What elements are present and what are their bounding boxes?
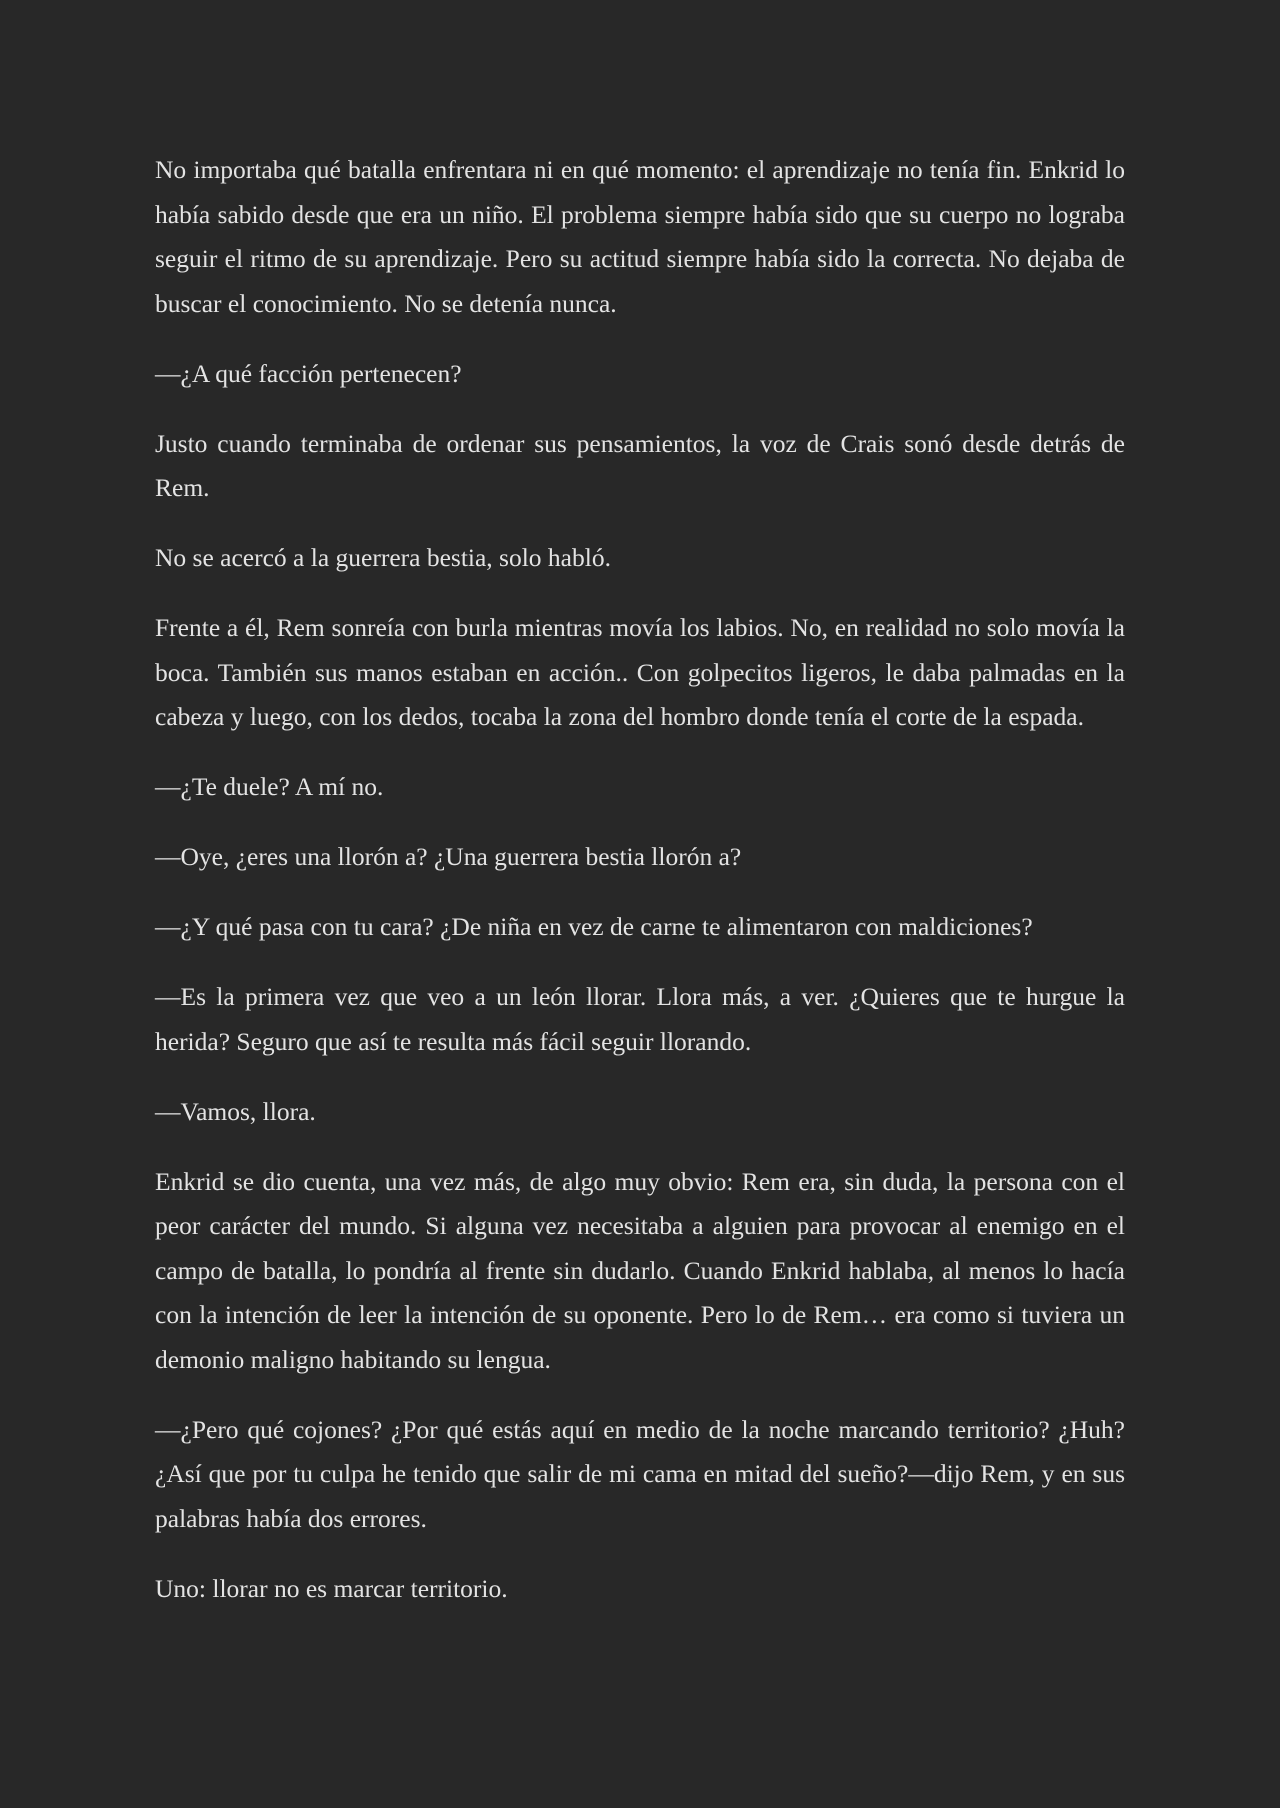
paragraph: —Oye, ¿eres una llorón a? ¿Una guerrera bestia llorón a? (155, 842, 742, 871)
paragraph: Frente a él, Rem sonreía con burla mientras movía los labios. No, en realidad no solo movía la boca. También sus manos estaban en acción.. Con golpecitos ligeros, le daba palmadas en la cabeza y luego, con los dedos, tocaba la zona del hombro donde tenía el corte de la espada. (155, 613, 1125, 731)
paragraph: —Es la primera vez que veo a un león llorar. Llora más, a ver. ¿Quieres que te hurgue la herida? Seguro que así te resulta más fácil seguir llorando. (155, 982, 1125, 1056)
paragraph: —Vamos, llora. (155, 1096, 316, 1126)
paragraph: —¿Y qué pasa con tu cara? ¿De niña en vez de carne te alimentaron con maldiciones? (155, 912, 1033, 941)
paragraph: Enkrid se dio cuenta, una vez más, de algo muy obvio: Rem era, sin duda, la persona con el peor carácter del mundo. Si alguna vez necesitaba a alguien para provocar al enemigo en el campo de batalla, lo pondría al frente sin dudarlo. Cuando Enkrid hablaba, al menos lo hacía con la intención de leer la intención de su oponente. Pero lo de Rem… era como si tuviera un demonio maligno habitando su lengua. (155, 1166, 1125, 1374)
paragraph: —¿Te duele? A mí no. (155, 772, 384, 801)
paragraph: —¿A qué facción pertenecen? (155, 358, 462, 388)
paragraph: No importaba qué batalla enfrentara ni en qué momento: el aprendizaje no tenía fin. Enkrid lo había sabido desde que era un niño. El problema siempre había sido que su cuerpo no lograba seguir el ritmo de su aprendizaje. Pero su actitud siempre había sido la correcta. No dejaba de buscar el conocimiento. No se detenía nunca. (155, 155, 1125, 318)
paragraph: Justo cuando terminaba de ordenar sus pensamientos, la voz de Crais sonó desde detrás de Rem. (155, 428, 1125, 502)
chapter-text (155, 148, 1125, 1611)
paragraph: Uno: llorar no es marcar territorio. (155, 1573, 508, 1603)
paragraph: —¿Pero qué cojones? ¿Por qué estás aquí en medio de la noche marcando territorio? ¿Huh? ¿Así que por tu culpa he tenido que salir de mi cama en mitad del sueño?—dijo Rem, y en sus palabras había dos errores. (155, 1414, 1125, 1533)
paragraph: No se acercó a la guerrera bestia, solo habló. (155, 543, 611, 572)
